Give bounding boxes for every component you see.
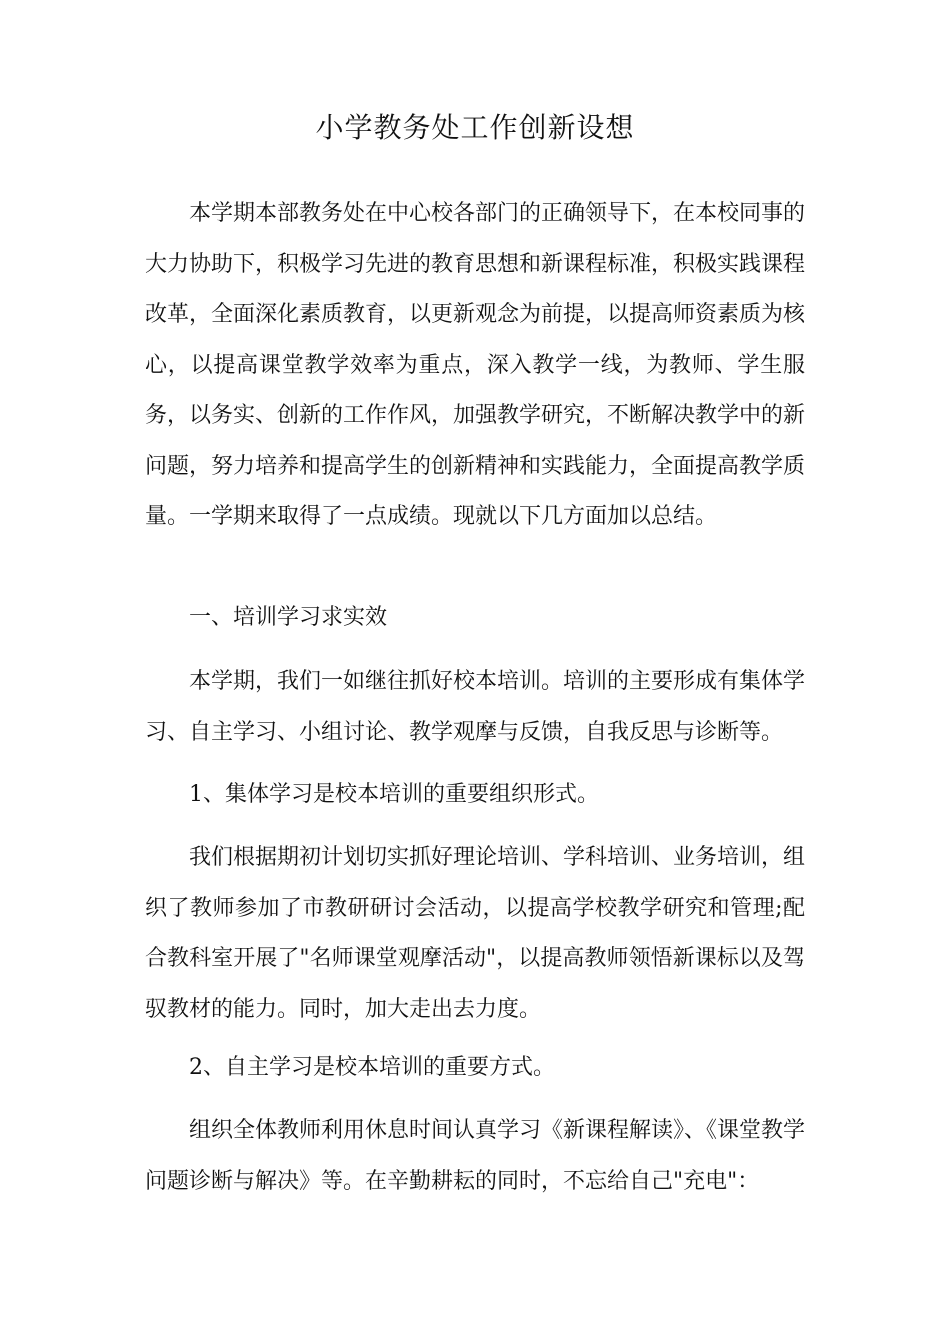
subheading-collective-learning: 1、集体学习是校本培训的重要组织形式。 [189, 782, 599, 807]
paragraph-collective-learning: 我们根据期初计划切实抓好理论培训、学科培训、业务培训，组织了教师参加了市教研研讨会活动，以提高学校教学研究和管理;配合教科室开展了"名师课堂观摩活动"，以提高教师领悟新课标以及驾驭教材的能力。同时，加大走出去力度。 [145, 845, 806, 1022]
paragraph-self-learning: 组织全体教师利用休息时间认真学习《新课程解读》、《课堂教学问题诊断与解决》等。在辛勤耕耘的同时，不忘给自己"充电"： [145, 1118, 806, 1194]
section-heading-training: 一、培训学习求实效 [189, 605, 388, 630]
paragraph-training-forms: 本学期，我们一如继往抓好校本培训。培训的主要形成有集体学习、自主学习、小组讨论、教学观摩与反馈，自我反思与诊断等。 [145, 669, 806, 745]
document-title: 小学教务处工作创新设想 [315, 111, 635, 144]
paragraph-intro: 本学期本部教务处在中心校各部门的正确领导下，在本校同事的大力协助下，积极学习先进的教育思想和新课程标准，积极实践课程改革，全面深化素质教育，以更新观念为前提，以提高师资素质为核心，以提高课堂教学效率为重点，深入教学一线，为教师、学生服务，以务实、创新的工作作风，加强教学研究，不断解决教学中的新问题，努力培养和提高学生的创新精神和实践能力，全面提高教学质量。一学期来取得了一点成绩。现就以下几方面加以总结。 [145, 201, 806, 529]
subheading-self-learning: 2、自主学习是校本培训的重要方式。 [189, 1055, 555, 1080]
